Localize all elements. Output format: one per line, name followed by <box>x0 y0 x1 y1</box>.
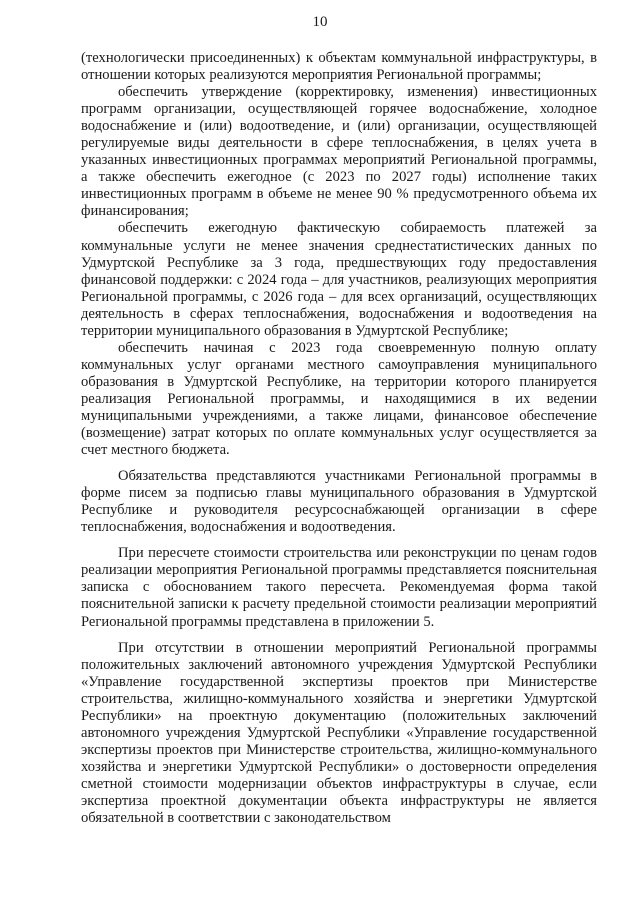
paragraph-investment-programs: обеспечить утверждение (корректировку, изменения) инвестиционных программ организации, осуществляющей горячее водоснабжение, холодное водоснабжение и (или) водоотведение, и (или) организации, осуществляющей регулируемые виды деятельности в сфере теплоснабжения, в целях учета в указанных инвестиционных программах мероприятий Региональной программы, а также обеспечить ежегодное (с 2023 по 2027 годы) исполнение таких инвестиционных программ в объеме не менее 90 % предусмотренного объема их финансирования; <box>81 84 597 220</box>
paragraph-timely-payment: обеспечить начиная с 2023 года своевременную полную оплату коммунальных услуг органами местного самоуправления муниципального образования в Удмуртской Республике, на территории которого планируется реализация Региональной программы, и находящимися в их ведении муниципальными учреждениями, а также лицами, финансовое обеспечение (возмещение) затрат которых по оплате коммунальных услуг осуществляется за счет местного бюджета. <box>81 339 597 459</box>
paragraph-obligations: Обязательства представляются участниками Региональной программы в форме писем за подписью главы муниципального образования в Удмуртской Республике и руководителя ресурсоснабжающей организации в сфере теплоснабжения, водоснабжения и водоотведения. <box>81 468 597 536</box>
page-number: 10 <box>312 14 328 30</box>
paragraph-cost-recalculation: При пересчете стоимости строительства или реконструкции по ценам годов реализации мероприятия Региональной программы представляется пояснительная записка с обоснованием такого пересчета. Рекомендуемая форма такой пояснительной записки к расчету предельной стоимости реализации мероприятий Региональной программы представлена в приложении 5. <box>81 545 597 630</box>
document-body <box>81 50 597 827</box>
paragraph-payment-collection: обеспечить ежегодную фактическую собираемость платежей за коммунальные услуги не менее значения среднестатистических данных по Удмуртской Республике за 3 года, предшествующих году предоставления финансовой поддержки: с 2024 года – для участников, реализующих мероприятия Региональной программы, с 2026 года – для всех организаций, осуществляющих деятельность в сферах теплоснабжения, водоснабжения и водоотведения на территории муниципального образования в Удмуртской Республике; <box>81 220 597 339</box>
paragraph-continuation: (технологически присоединенных) к объектам коммунальной инфраструктуры, в отношении которых реализуются мероприятия Региональной программы; <box>81 50 597 84</box>
paragraph-expertise: При отсутствии в отношении мероприятий Региональной программы положительных заключений автономного учреждения Удмуртской Республики «Управление государственной экспертизы проектов при Министерстве строительства, жилищно-коммунального хозяйства и энергетики Удмуртской Республики» на проектную документацию (положительных заключений автономного учреждения Удмуртской Республики «Управление государственной экспертизы проектов при Министерстве строительства, жилищно-коммунального хозяйства и энергетики Удмуртской Республики» о достоверности определения сметной стоимости модернизации объектов инфраструктуры в случае, если экспертиза проектной документации объекта инфраструктуры не является обязательной в соответствии с законодательством <box>81 639 597 827</box>
